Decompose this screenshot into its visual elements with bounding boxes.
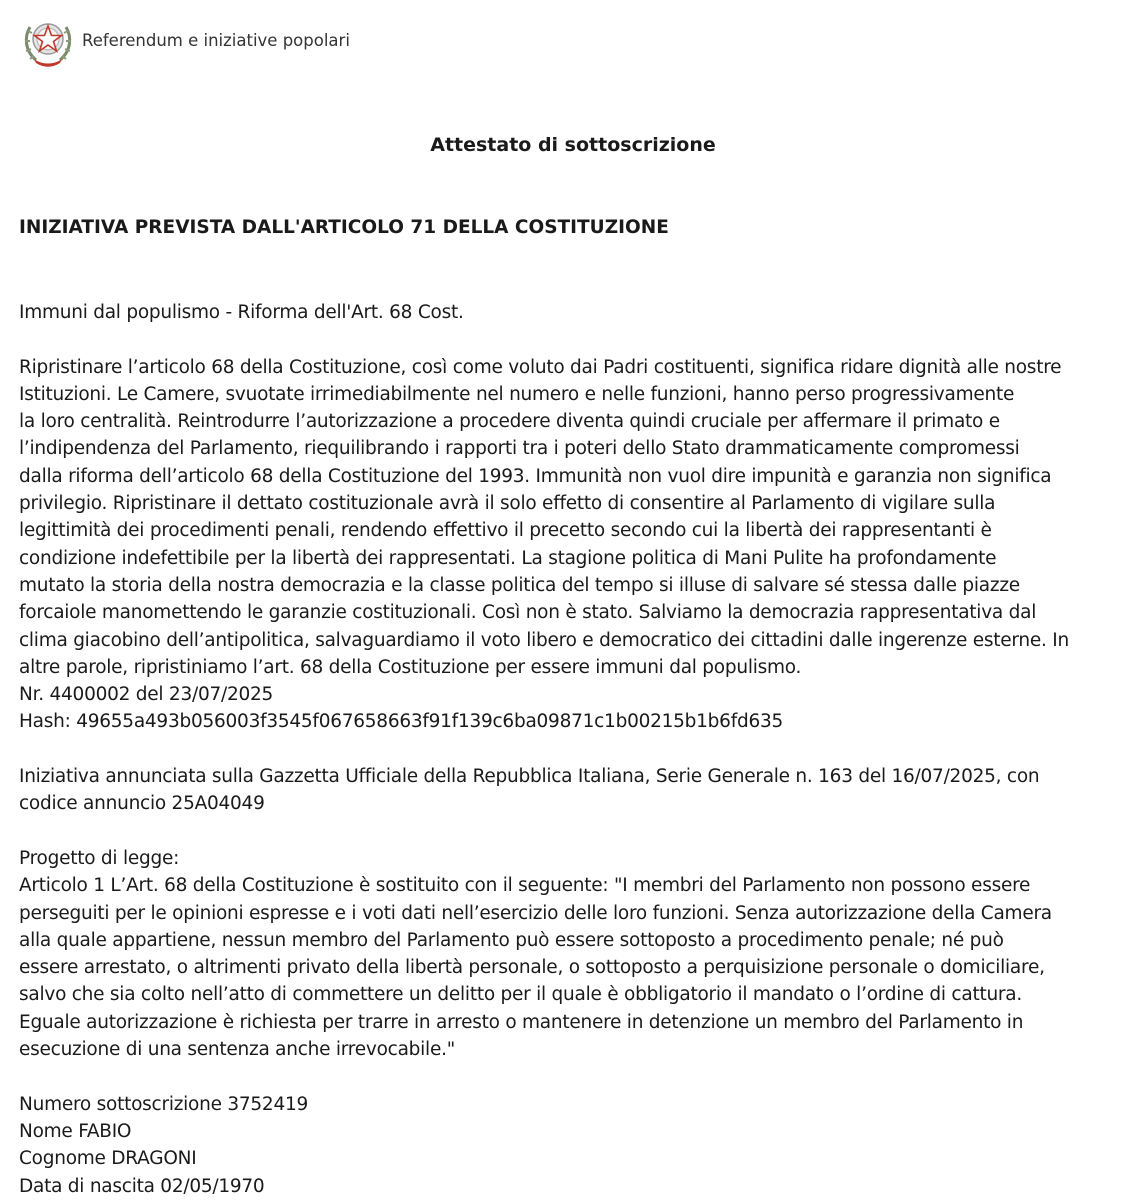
description-line: mutato la storia della nostra democrazia e la classe politica del tempo si illuse di salvare sé stessa dalle piazze bbox=[19, 574, 1020, 596]
document-hash: Hash: 49655a493b056003f3545f067658663f91f139c6ba09871c1b00215b1b6fd635 bbox=[19, 711, 784, 733]
gazette-line: codice annuncio 25A04049 bbox=[19, 793, 265, 815]
description-line: altre parole, ripristiniamo l’art. 68 della Costituzione per essere immuni dal populismo. bbox=[19, 656, 802, 678]
initiative-name: Immuni dal populismo - Riforma dell'Art. 68 Cost. bbox=[19, 302, 464, 323]
description-line: l’indipendenza del Parlamento, riequilibrando i rapporti tra i poteri dello Stato drammaticamente compromessi bbox=[19, 438, 1020, 460]
description-line: legittimità dei procedimenti penali, rendendo effettivo il precetto secondo cui la libertà dei rappresentanti è bbox=[19, 520, 992, 542]
description-line: dalla riforma dell’articolo 68 della Costituzione del 1993. Immunità non vuol dire impunità e garanzia non significa bbox=[19, 465, 1052, 487]
description-line: clima giacobino dell’antipolitica, salvaguardiamo il voto libero e democratico dei cittadini dalle ingerenze esterne. In bbox=[19, 629, 1069, 651]
description-line: Istituzioni. Le Camere, svuotate irrimediabilmente nel numero e nelle funzioni, hanno perso progressivamente bbox=[19, 383, 1015, 405]
header-title: Referendum e iniziative popolari bbox=[82, 30, 350, 50]
header bbox=[22, 12, 350, 68]
bill-line: salvo che sia colto nell’atto di commettere un delitto per il quale è obbligatorio il mandato o l’ordine di cattura. bbox=[19, 984, 1022, 1006]
description-line: condizione indefettibile per la libertà dei rappresentati. La stagione politica di Mani Pulite ha profondamente bbox=[19, 547, 997, 569]
description-line: la loro centralità. Reintrodurre l’autorizzazione a procedere diventa quindi cruciale per affermare il primato e bbox=[19, 411, 1000, 433]
description-line: privilegio. Ripristinare il dettato costituzionale avrà il solo effetto di consentire al Parlamento di vigilare sulla bbox=[19, 493, 996, 515]
signer-last-name: Cognome DRAGONI bbox=[19, 1148, 197, 1170]
bill-text bbox=[19, 845, 1131, 1063]
document-body bbox=[19, 299, 1131, 1200]
bill-line: esecuzione di una sentenza anche irrevocabile." bbox=[19, 1039, 455, 1061]
description-line: Ripristinare l’articolo 68 della Costituzione, così come voluto dai Padri costituenti, significa ridare dignità alle nostre bbox=[19, 356, 1062, 378]
gazette-line: Iniziativa annunciata sulla Gazzetta Ufficiale della Repubblica Italiana, Serie Generale n. 163 del 16/07/2025, con bbox=[19, 766, 1040, 788]
subscription-number: Numero sottoscrizione 3752419 bbox=[19, 1093, 309, 1115]
description-line: forcaiole manomettendo le garanzie costituzionali. Così non è stato. Salviamo la democrazia rappresentativa dal bbox=[19, 602, 1037, 624]
bill-line: essere arrestato, o altrimenti privato della libertà personale, o sottoposto a perquisizione personale o domiciliare, bbox=[19, 957, 1045, 979]
bill-line: Articolo 1 L’Art. 68 della Costituzione è sostituito con il seguente: "I membri del Parlamento non possono essere bbox=[19, 875, 1031, 897]
gazette-announcement bbox=[19, 763, 1131, 818]
bill-line: Eguale autorizzazione è richiesta per trarre in arresto o mantenere in detenzione un membro del Parlamento in bbox=[19, 1011, 1024, 1033]
bill-label: Progetto di legge: bbox=[19, 847, 180, 869]
initiative-description bbox=[19, 354, 1131, 736]
initiative-heading: INIZIATIVA PREVISTA DALL'ARTICOLO 71 DELLA COSTITUZIONE bbox=[19, 217, 669, 238]
document-title: Attestato di sottoscrizione bbox=[430, 134, 716, 156]
bill-line: alla quale appartiene, nessun membro del Parlamento può essere sottoposto a procedimento penale; né può bbox=[19, 929, 1004, 951]
registration-number: Nr. 4400002 del 23/07/2025 bbox=[19, 684, 274, 706]
signer-birth-date: Data di nascita 02/05/1970 bbox=[19, 1175, 265, 1197]
bill-line: perseguiti per le opinioni espresse e i voti dati nell’esercizio delle loro funzioni. Senza autorizzazione della Camera bbox=[19, 902, 1052, 924]
signer-details bbox=[19, 1091, 1131, 1200]
italian-republic-emblem-icon bbox=[22, 13, 74, 67]
signer-first-name: Nome FABIO bbox=[19, 1120, 132, 1142]
